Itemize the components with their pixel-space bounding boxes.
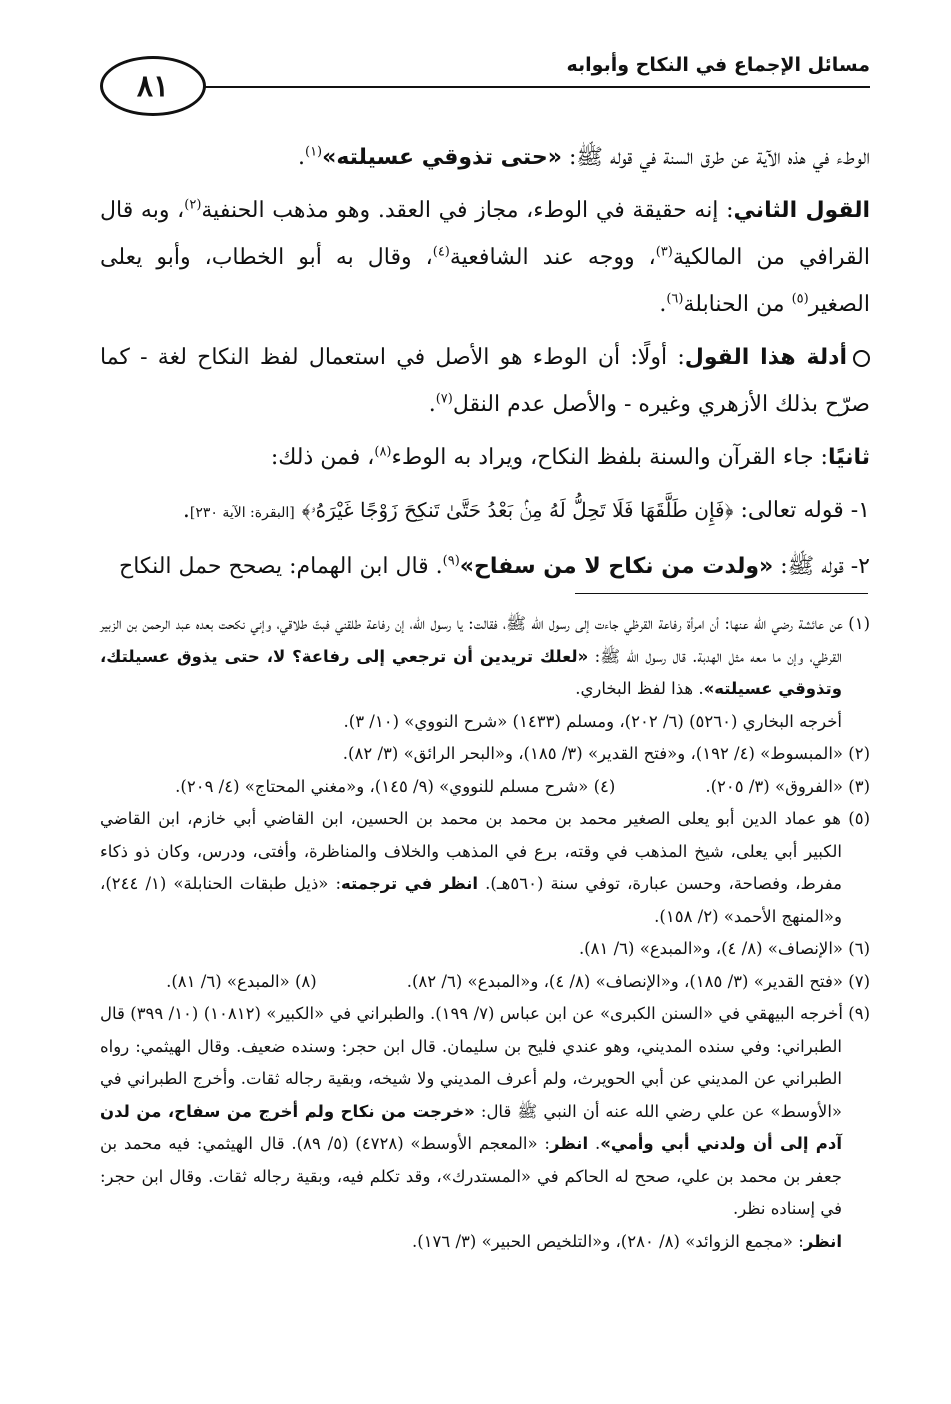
footnote-ref-8: (٨)	[374, 444, 392, 460]
quran-verse: ﴿فَإِن طَلَّقَهَا فَلَا تَحِلُّ لَهُ مِنۢ بَعْدُ حَتَّىٰ تَنكِحَ زَوْجًا غَيْرَهُۥ﴾	[301, 498, 734, 522]
hadith-quote: «حتى تذوقي عسيلته»	[322, 145, 562, 170]
fn1-text-c: أخرجه البخاري (٥٢٦٠) (٦/ ٢٠٢)، ومسلم (١٤٣٣) «شرح النووي» (١٠/ ٣).	[343, 711, 842, 731]
fn5-bold: انظر في ترجمته	[341, 874, 479, 893]
page-number: ٨١	[136, 68, 170, 104]
fn1-bold: «لعلك تريدين أن ترجعي إلى رفاعة؟ لا، حتى يذوق عسيلتك، وتذوقي عسيلته»	[100, 646, 842, 698]
footnote-5	[100, 803, 870, 933]
fn9-bold-a: «خرجت من نكاح ولم أخرج من سفاح، من لدن آدم إلى أن ولدني أبي وأمي»	[100, 1101, 843, 1153]
fn1-text-a: (١) عن عائشة رضي الله عنها: أن امرأة رفاعة القرظي جاءت إلى رسول الله ﷺ، فقالت: يا رسول الله، إن رفاعة طلقني فبتّ طلاقي، وإني نكحت بعده عبد الرحمن بن الزبير القرظي، وإن ما معه مثل الهدبة. قال رسول الله ﷺ:	[100, 614, 870, 666]
list-item-1	[100, 487, 870, 537]
fn9-text-d: : «مجمع الزوائد» (٨/ ٢٨٠)، و«التلخيص الحبير» (٣/ ١٧٦).	[411, 1231, 804, 1251]
footnote-separator	[575, 593, 868, 594]
footnote-2: (٢) «المبسوط» (٤/ ١٩٢)، و«فتح القدير» (٣/ ١٨٥)، و«البحر الرائق» (٣/ ٨٢).	[342, 744, 870, 763]
para3-end: .	[428, 392, 436, 417]
para2-text-b: ، وبه قال القرافي من المالكية	[100, 198, 870, 270]
para1-text: الوطء في هذه الآية عن طرق السنة في قوله ﷺ:	[561, 145, 870, 170]
verse-citation: [البقرة: الآية ٢٣٠]	[189, 505, 295, 521]
para2-text-e: من الحنابلة	[683, 292, 792, 317]
paragraph-4	[100, 434, 870, 481]
footnote-7: (٧) «فتح القدير» (٣/ ١٨٥)، و«الإنصاف» (٨/ ٤)، و«المبدع» (٦/ ٨٢).	[406, 971, 870, 991]
footnote-ref-5: (٥)	[791, 291, 809, 307]
list-item-2	[100, 543, 870, 590]
footnote-4: (٤) «شرح مسلم للنووي» (٩/ ١٤٥)، و«مغني المحتاج» (٤/ ٢٠٩).	[175, 776, 616, 796]
paragraph-3	[100, 334, 870, 428]
para4-text: : جاء القرآن والسنة بلفظ النكاح، ويراد به الوطء	[391, 445, 828, 470]
fn9-text-c: : «المعجم الأوسط» (٤٧٢٨) (٥/ ٨٩). قال الهيثمي: فيه محمد بن جعفر بن محمد بن علي، صحح له الحاكم في «المستدرك»، وقد تكلم فيه، وبقية رجاله ثقات. وقال ابن حجر: في إسناده نظر.	[100, 1134, 842, 1218]
fn5-text-b: : «ذيل طبقات الحنابلة» (١/ ٢٤٤)، و«المنهج الأحمد» (٢/ ١٥٨).	[100, 874, 842, 926]
para2-end: .	[659, 292, 667, 317]
fn9-bold-b: انظر	[549, 1134, 589, 1153]
fn9-text-b: .	[588, 1134, 601, 1153]
item2-text: ٢- قوله ﷺ:	[773, 554, 870, 579]
fn5-text-a: (٥) هو عماد الدين أبو يعلى الصغير محمد بن محمد بن محمد بن الحسين، ابن القاضي أبي خازم، ابن القاضي الكبير أبي يعلى، شيخ المذهب في وقته، برع في المذهب والخلاف والمناظرة، وأفتى، ودرس، وكان ذو ذكاء مفرط، وفصاحة، وحسن عبارة، توفي سنة (٥٦٠هـ).	[100, 809, 870, 893]
para4-end: ، فمن ذلك:	[270, 445, 375, 470]
running-title: مسائل الإجماع في النكاح وأبوابه	[566, 54, 870, 76]
footnote-6: (٦) «الإنصاف» (٨/ ٤)، و«المبدع» (٦/ ٨١).	[578, 939, 870, 958]
hadith-quote-2: «ولدت من نكاح لا من سفاح»	[459, 554, 774, 579]
footnote-ref-2: (٢)	[184, 197, 202, 213]
para1-end: .	[297, 145, 305, 170]
footnote-1	[100, 608, 870, 738]
footnote-8: (٨) «المبدع» (٦/ ٨١).	[166, 971, 317, 991]
fn1-text-b: . هذا لفظ البخاري.	[575, 679, 704, 698]
item1-text: ١- قوله تعالى:	[733, 498, 870, 523]
footnote-3: (٣) «الفروق» (٣/ ٢٠٥).	[705, 776, 870, 796]
footnote-ref-7: (٧)	[435, 391, 453, 407]
evidence-label: أدلة هذا القول	[684, 345, 847, 370]
page-number-oval	[100, 56, 206, 116]
footnote-ref-6: (٦)	[666, 291, 684, 307]
footnote-ref-9: (٩)	[442, 553, 460, 569]
second-opinion-label: القول الثاني	[733, 198, 870, 223]
para2-text-c: ، ووجه عند الشافعية	[449, 245, 656, 270]
footnote-9	[100, 998, 870, 1258]
para3-text: : أولًا: أن الوطء هو الأصل في استعمال لفظ النكاح لغة - كما صرّح بذلك الأزهري وغيره - والأصل عدم النقل	[100, 345, 870, 417]
paragraph-2	[100, 187, 870, 328]
footnotes	[100, 608, 870, 1258]
header-rule	[204, 86, 870, 88]
footnote-row-3-4	[100, 771, 870, 804]
footnote-ref-3: (٣)	[655, 244, 673, 260]
para2-text-a: : إنه حقيقة في الوطء، مجاز في العقد. وهو مذهب الحنفية	[201, 198, 734, 223]
footnote-row-7-8	[100, 966, 870, 999]
footnote-ref-1: (١)	[304, 144, 323, 160]
page-header	[100, 52, 870, 132]
main-text	[100, 134, 870, 596]
secondly-label: ثانيًا	[827, 445, 870, 470]
item1-end: .	[182, 498, 190, 523]
footnote-ref-4: (٤)	[432, 244, 450, 260]
fn9-text-a: (٩) أخرجه البيهقي في «السنن الكبرى» عن ابن عباس (٧/ ١٩٩). والطبراني في «الكبير» (١٠٨١٢) (١٠/ ٣٩٩) قال الطبراني: وفي سنده المديني، وهو عندي فليح بن سليمان. قال ابن حجر: وسنده ضعيف. وقال الهيثمي: رواه الطبراني عن المديني عن أبي الحويرث، ولم أعرف المديني ولا شيخه، وبقية رجاله ثقات. وأخرج الطبراني في «الأوسط» عن علي رضي الله عنه أن النبي ﷺ قال:	[100, 1004, 870, 1121]
para2-text-d: ، وقال به أبو الخطاب، وأبو يعلى الصغير	[100, 245, 870, 317]
fn9-bold-c: انظر	[803, 1231, 842, 1251]
paragraph-1	[100, 134, 870, 181]
circle-bullet-icon	[853, 350, 870, 367]
item2-end: . قال ابن الهمام: يصحح حمل النكاح	[119, 554, 443, 579]
